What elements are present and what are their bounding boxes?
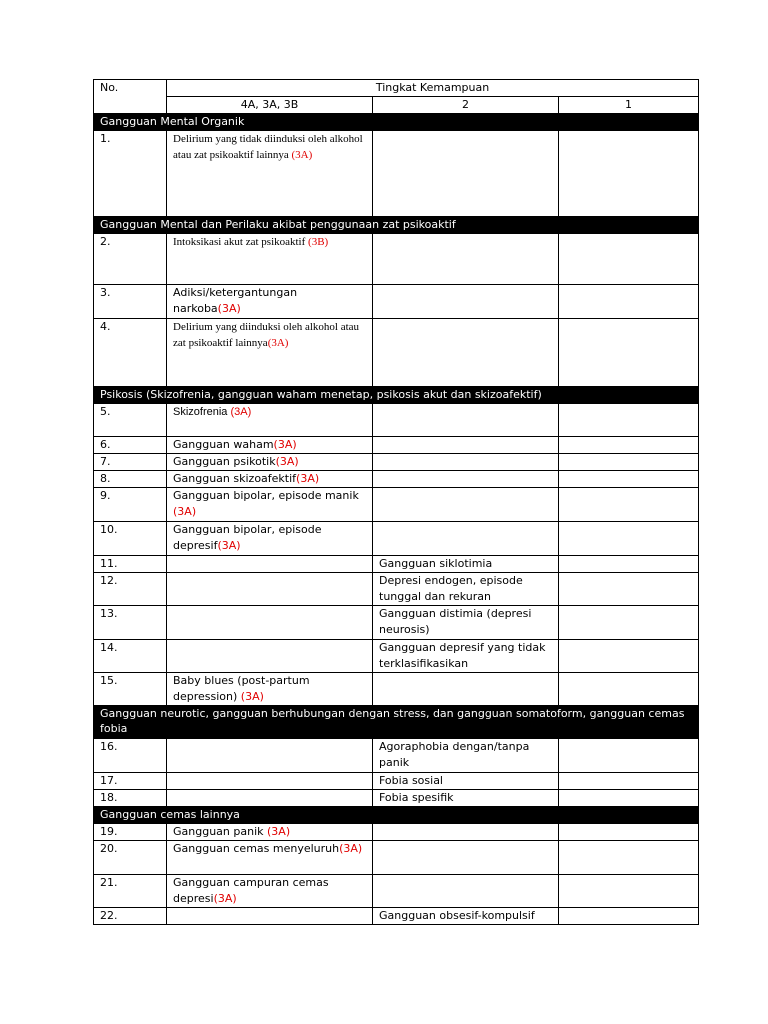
condition-name: Gangguan depresif yang tidak terklasifikasikan — [379, 641, 546, 670]
condition-name: Gangguan cemas menyeluruh — [173, 842, 340, 855]
row-number: 14. — [94, 640, 167, 673]
level-cell-3 — [559, 824, 699, 841]
subheader-level-b: 2 — [373, 97, 559, 114]
level-cell-2 — [373, 285, 559, 319]
table-row — [94, 773, 699, 790]
row-number: 2. — [94, 234, 167, 285]
section-header-row — [94, 387, 699, 404]
section-header-row — [94, 114, 699, 131]
table-row — [94, 522, 699, 556]
competency-tag: (3A) — [213, 892, 237, 905]
level-cell-3 — [559, 606, 699, 640]
table-row — [94, 437, 699, 454]
level-cell-2 — [373, 488, 559, 522]
row-number: 6. — [94, 437, 167, 454]
competency-tag: (3A) — [217, 302, 241, 315]
level-cell-3 — [559, 488, 699, 522]
table-row — [94, 285, 699, 319]
condition-name: Gangguan obsesif-kompulsif — [379, 909, 535, 922]
level-cell-3 — [559, 131, 699, 217]
competency-tag: (3A) — [173, 505, 197, 518]
level-cell-2 — [373, 471, 559, 488]
level-cell-3 — [559, 437, 699, 454]
level-cell-2 — [373, 437, 559, 454]
condition-name: Fobia spesifik — [379, 791, 454, 804]
table-row — [94, 841, 699, 875]
row-number: 9. — [94, 488, 167, 522]
row-number: 11. — [94, 556, 167, 573]
table-row — [94, 573, 699, 606]
level-cell-1 — [167, 824, 373, 841]
level-cell-2 — [373, 319, 559, 387]
level-cell-1 — [167, 522, 373, 556]
level-cell-1 — [167, 606, 373, 640]
table-row — [94, 790, 699, 807]
competency-tag: (3A) — [296, 472, 320, 485]
level-cell-1 — [167, 488, 373, 522]
competency-tag: (3A) — [217, 539, 241, 552]
competency-table — [93, 79, 699, 925]
competency-tag: (3A) — [275, 455, 299, 468]
row-number: 16. — [94, 739, 167, 773]
row-number: 4. — [94, 319, 167, 387]
row-number: 13. — [94, 606, 167, 640]
row-number: 5. — [94, 404, 167, 437]
level-cell-3 — [559, 841, 699, 875]
table-row — [94, 606, 699, 640]
competency-tag: (3A) — [240, 690, 264, 703]
row-number: 15. — [94, 673, 167, 706]
row-number: 18. — [94, 790, 167, 807]
level-cell-3 — [559, 522, 699, 556]
condition-name: Gangguan waham — [173, 438, 274, 451]
condition-name: Gangguan campuran cemas depresi — [173, 876, 329, 905]
section-title: Psikosis (Skizofrenia, gangguan waham menetap, psikosis akut dan skizoafektif) — [94, 387, 699, 404]
level-cell-3 — [559, 790, 699, 807]
condition-name: Skizofrenia — [173, 406, 231, 418]
condition-name: Gangguan panik — [173, 825, 267, 838]
level-cell-1 — [167, 454, 373, 471]
competency-tag: (3A) — [291, 149, 313, 161]
row-number: 21. — [94, 875, 167, 908]
level-cell-1 — [167, 875, 373, 908]
condition-name: Gangguan psikotik — [173, 455, 276, 468]
level-cell-1 — [167, 404, 373, 437]
level-cell-2 — [373, 131, 559, 217]
level-cell-3 — [559, 234, 699, 285]
table-row — [94, 673, 699, 706]
table-row — [94, 234, 699, 285]
level-cell-3 — [559, 875, 699, 908]
level-cell-2 — [373, 875, 559, 908]
table-row — [94, 454, 699, 471]
level-cell-1 — [167, 285, 373, 319]
condition-name: Depresi endogen, episode tunggal dan rekuran — [379, 574, 523, 603]
row-number: 1. — [94, 131, 167, 217]
level-cell-3 — [559, 640, 699, 673]
level-cell-1 — [167, 673, 373, 706]
subheader-level-c: 1 — [559, 97, 699, 114]
level-cell-2 — [373, 824, 559, 841]
competency-tag: (3A) — [339, 842, 363, 855]
competency-tag: (3A) — [273, 438, 297, 451]
level-cell-3 — [559, 285, 699, 319]
level-cell-2 — [373, 404, 559, 437]
section-header-row — [94, 706, 699, 739]
section-title: Gangguan neurotic, gangguan berhubungan dengan stress, dan gangguan somatoform, gangguan cemas fobia — [94, 706, 699, 739]
competency-tag: (3A) — [230, 406, 252, 418]
level-cell-3 — [559, 471, 699, 488]
level-cell-3 — [559, 739, 699, 773]
level-cell-2 — [373, 522, 559, 556]
condition-name: Fobia sosial — [379, 774, 443, 787]
level-cell-2 — [373, 234, 559, 285]
table-row — [94, 875, 699, 908]
table-row — [94, 404, 699, 437]
row-number: 12. — [94, 573, 167, 606]
level-cell-2 — [373, 573, 559, 606]
level-cell-1 — [167, 319, 373, 387]
competency-tag: (3A) — [267, 825, 291, 838]
level-cell-3 — [559, 773, 699, 790]
condition-name: Agoraphobia dengan/tanpa panik — [379, 740, 530, 769]
level-cell-1 — [167, 556, 373, 573]
row-number: 17. — [94, 773, 167, 790]
condition-name: Intoksikasi akut zat psikoaktif — [173, 236, 309, 248]
condition-name: Delirium yang diinduksi oleh alkohol atau zat psikoaktif lainnya — [173, 321, 360, 349]
header-row — [94, 80, 699, 97]
condition-name: Delirium yang tidak diinduksi oleh alkohol atau zat psikoaktif lainnya — [173, 133, 363, 161]
table-row — [94, 640, 699, 673]
row-number: 3. — [94, 285, 167, 319]
level-cell-1 — [167, 739, 373, 773]
table-row — [94, 131, 699, 217]
subheader-level-a: 4A, 3A, 3B — [167, 97, 373, 114]
condition-name: Gangguan siklotimia — [379, 557, 493, 570]
level-cell-3 — [559, 908, 699, 925]
table-body — [94, 80, 699, 925]
section-title: Gangguan cemas lainnya — [94, 807, 699, 824]
section-title: Gangguan Mental dan Perilaku akibat penggunaan zat psikoaktif — [94, 217, 699, 234]
level-cell-2 — [373, 908, 559, 925]
level-cell-1 — [167, 573, 373, 606]
row-number: 8. — [94, 471, 167, 488]
condition-name: Gangguan distimia (depresi neurosis) — [379, 607, 532, 636]
subheader-row — [94, 97, 699, 114]
level-cell-3 — [559, 556, 699, 573]
condition-name: Gangguan bipolar, episode depresif — [173, 523, 322, 552]
condition-name: Baby blues (post-partum depression) — [173, 674, 310, 703]
row-number: 7. — [94, 454, 167, 471]
level-cell-1 — [167, 841, 373, 875]
header-level: Tingkat Kemampuan — [167, 80, 699, 97]
table-row — [94, 319, 699, 387]
row-number: 10. — [94, 522, 167, 556]
level-cell-2 — [373, 790, 559, 807]
level-cell-2 — [373, 640, 559, 673]
level-cell-2 — [373, 454, 559, 471]
table-row — [94, 471, 699, 488]
level-cell-2 — [373, 739, 559, 773]
competency-tag: (3B) — [308, 236, 329, 248]
table-row — [94, 739, 699, 773]
level-cell-3 — [559, 573, 699, 606]
level-cell-2 — [373, 773, 559, 790]
table-row — [94, 556, 699, 573]
level-cell-2 — [373, 556, 559, 573]
section-title: Gangguan Mental Organik — [94, 114, 699, 131]
row-number: 20. — [94, 841, 167, 875]
level-cell-1 — [167, 437, 373, 454]
table-row — [94, 908, 699, 925]
level-cell-1 — [167, 790, 373, 807]
level-cell-2 — [373, 841, 559, 875]
condition-name: Adiksi/ketergantungan narkoba — [173, 286, 298, 315]
competency-tag: (3A) — [267, 337, 289, 349]
section-header-row — [94, 807, 699, 824]
table-row — [94, 488, 699, 522]
condition-name: Gangguan skizoafektif — [173, 472, 297, 485]
table-row — [94, 824, 699, 841]
level-cell-3 — [559, 319, 699, 387]
level-cell-1 — [167, 640, 373, 673]
level-cell-1 — [167, 234, 373, 285]
level-cell-3 — [559, 404, 699, 437]
level-cell-1 — [167, 908, 373, 925]
section-header-row — [94, 217, 699, 234]
level-cell-1 — [167, 773, 373, 790]
level-cell-2 — [373, 673, 559, 706]
level-cell-1 — [167, 471, 373, 488]
level-cell-3 — [559, 454, 699, 471]
header-no: No. — [94, 80, 167, 114]
row-number: 22. — [94, 908, 167, 925]
level-cell-1 — [167, 131, 373, 217]
row-number: 19. — [94, 824, 167, 841]
condition-name: Gangguan bipolar, episode manik — [173, 489, 359, 502]
level-cell-3 — [559, 673, 699, 706]
level-cell-2 — [373, 606, 559, 640]
